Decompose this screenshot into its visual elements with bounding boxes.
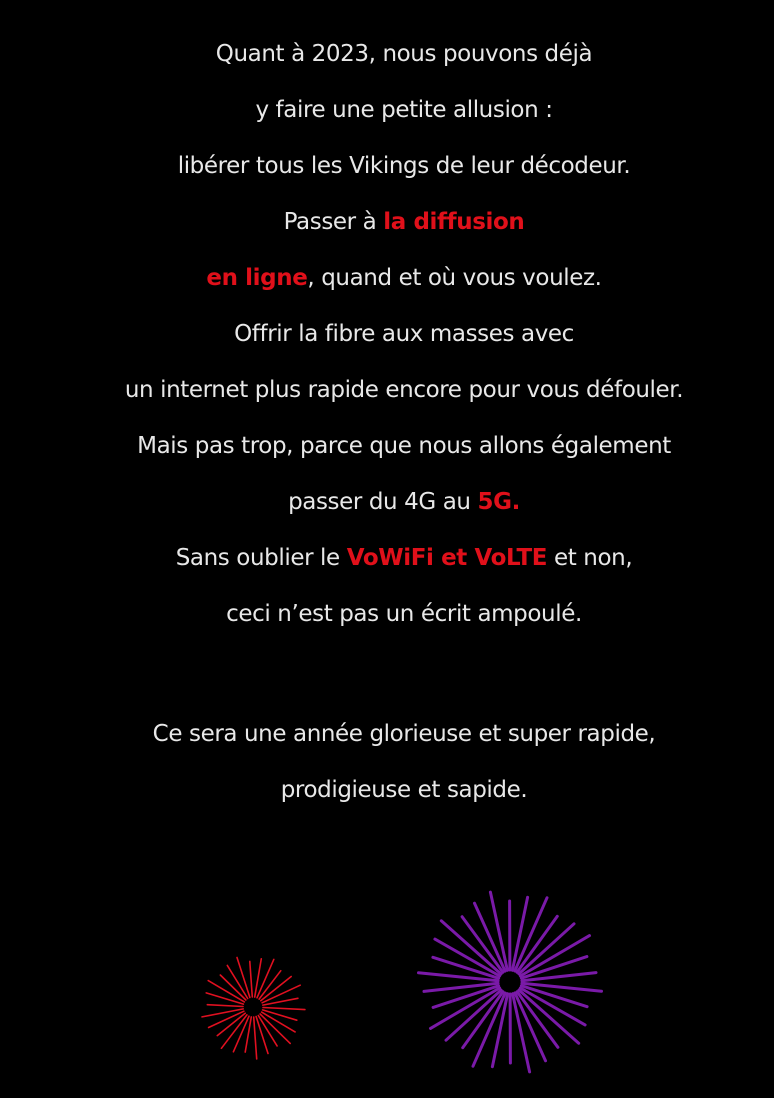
firework-ray bbox=[433, 957, 499, 978]
red-firework-icon bbox=[202, 958, 305, 1059]
poem-line-text: un internet plus rapide encore pour vous défouler. bbox=[124, 377, 684, 403]
firework-ray bbox=[261, 977, 291, 1001]
firework-ray bbox=[262, 1012, 296, 1032]
highlight-en-ligne: en ligne bbox=[206, 265, 308, 291]
firework-ray bbox=[221, 1015, 247, 1048]
poem-line-text: Offrir la fibre aux masses avec bbox=[234, 321, 574, 347]
firework-ray bbox=[463, 992, 503, 1048]
highlight-la-diffusion: la diffusion bbox=[383, 209, 525, 235]
poem-line bbox=[0, 82, 774, 138]
poem-line bbox=[0, 418, 774, 474]
poem-line bbox=[0, 706, 774, 762]
poem-line bbox=[0, 586, 774, 642]
poem-line-text: y faire une petite allusion : bbox=[255, 97, 553, 123]
poem-line-text: Sans oublier le bbox=[175, 545, 347, 571]
poem-line bbox=[0, 26, 774, 82]
firework-ray bbox=[233, 1016, 249, 1052]
poem-line-text: ceci n’est pas un écrit ampoulé. bbox=[226, 601, 582, 627]
firework-ray bbox=[512, 897, 527, 970]
highlight-vowifi-volte: VoWiFi et VoLTE bbox=[346, 545, 548, 571]
poem-line bbox=[0, 194, 774, 250]
poem-line-text: Passer à bbox=[283, 209, 384, 235]
firework-ray bbox=[217, 1013, 245, 1035]
poem-line bbox=[0, 306, 774, 362]
firework-ray bbox=[258, 1016, 277, 1046]
firework-ray bbox=[473, 993, 505, 1066]
firework-ray bbox=[220, 975, 246, 1000]
firework-ray bbox=[462, 917, 503, 973]
firework-ray bbox=[262, 985, 300, 1003]
firework-ray bbox=[263, 1008, 305, 1010]
firework-ray bbox=[490, 892, 507, 970]
firework-ray bbox=[520, 936, 589, 976]
firework-ray bbox=[263, 998, 298, 1005]
firework-ray bbox=[419, 973, 499, 981]
poem-line bbox=[0, 250, 774, 306]
purple-firework-icon bbox=[419, 892, 602, 1072]
firework-ray bbox=[254, 1017, 257, 1059]
firework-ray bbox=[250, 961, 253, 997]
firework-ray bbox=[257, 959, 274, 997]
firework-ray bbox=[255, 959, 262, 997]
firework-ray bbox=[522, 973, 596, 981]
firework-ray bbox=[515, 898, 547, 971]
firework-ray bbox=[520, 988, 585, 1025]
firework-ray bbox=[431, 988, 500, 1028]
firework-ray bbox=[515, 993, 546, 1061]
poem-line-text: prodigieuse et sapide. bbox=[280, 777, 528, 803]
firework-ray bbox=[260, 1014, 290, 1043]
firework-ray bbox=[522, 983, 602, 991]
firework-ray bbox=[209, 1011, 244, 1027]
firework-ray bbox=[207, 1005, 243, 1007]
poem-line-text: Ce sera une année glorieuse et super rapide, bbox=[152, 721, 656, 747]
firework-ray bbox=[206, 993, 243, 1004]
firework-ray bbox=[517, 992, 558, 1048]
firework-ray bbox=[492, 994, 507, 1067]
poem-text bbox=[0, 26, 774, 818]
firework-ray bbox=[517, 916, 557, 972]
poem-line bbox=[0, 530, 774, 586]
firework-ray bbox=[521, 957, 587, 979]
firework-ray bbox=[435, 939, 500, 976]
highlight-5g: 5G. bbox=[477, 489, 520, 515]
poem-line bbox=[0, 138, 774, 194]
poem-line-text: Mais pas trop, parce que nous allons également bbox=[137, 433, 671, 459]
firework-ray bbox=[227, 965, 247, 998]
poem-line-text: , quand et où vous voulez. bbox=[307, 265, 602, 291]
firework-ray bbox=[202, 1009, 243, 1017]
stanza-spacer bbox=[0, 642, 774, 706]
firework-ray bbox=[519, 924, 574, 974]
firework-ray bbox=[237, 958, 250, 998]
firework-ray bbox=[519, 990, 579, 1043]
poem-line bbox=[0, 362, 774, 418]
firework-ray bbox=[424, 983, 498, 991]
firework-ray bbox=[256, 1017, 268, 1054]
poem-line bbox=[0, 762, 774, 818]
poem-line-text: passer du 4G au bbox=[288, 489, 478, 515]
firework-ray bbox=[433, 986, 499, 1008]
firework-ray bbox=[475, 903, 506, 971]
firework-ray bbox=[441, 921, 501, 974]
poem-line-text: et non, bbox=[547, 545, 633, 571]
firework-ray bbox=[208, 981, 244, 1002]
poem-line bbox=[0, 474, 774, 530]
firework-ray bbox=[513, 994, 530, 1072]
firework-ray bbox=[521, 986, 587, 1007]
firework-ray bbox=[446, 990, 501, 1040]
poem-line-text: Quant à 2023, nous pouvons déjà bbox=[215, 41, 593, 67]
firework-ray bbox=[263, 1010, 297, 1020]
poem-line-text: libérer tous les Vikings de leur décodeur. bbox=[177, 153, 631, 179]
firework-ray bbox=[245, 1017, 251, 1052]
firework-ray bbox=[259, 971, 281, 999]
